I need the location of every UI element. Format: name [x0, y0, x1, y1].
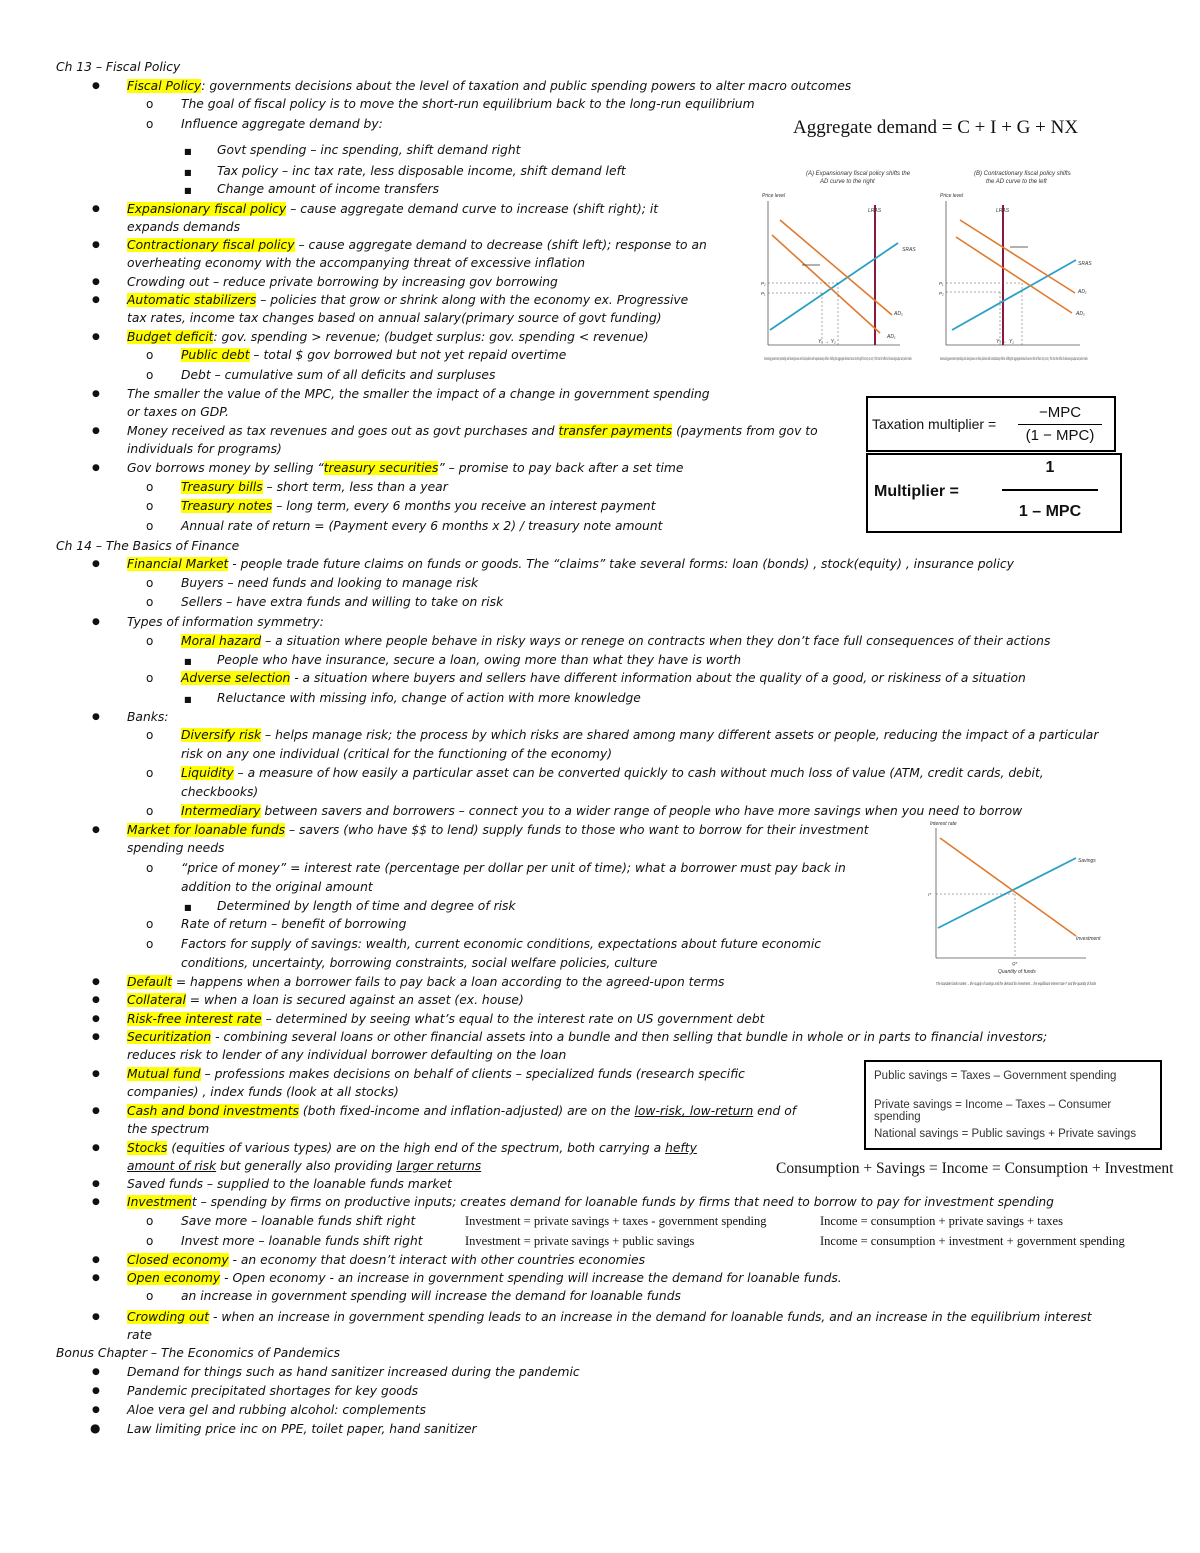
bullet-circle: o: [146, 97, 154, 111]
price-of-money-item: “price of money” = interest rate (percentage per dollar per unit of time); what a borrower must pay back in: [181, 861, 846, 875]
lf-q-label: Q*: [1012, 961, 1018, 966]
financial-market-item: Financial Market - people trade future claims on funds or goods. The “claims” take several forms: loan (bonds) , stock(equity) , insurance policy: [127, 557, 1014, 571]
save-more-item: Save more – loanable funds shift right: [181, 1214, 416, 1228]
bullet-circle: o: [146, 1289, 154, 1303]
panel-a-lras-label: LRAS: [868, 208, 882, 214]
bullet: ●: [92, 1014, 100, 1024]
ad-equation: Aggregate demand = C + I + G + NX: [793, 117, 1079, 138]
bullet-circle: o: [146, 1234, 154, 1248]
liquidity-cont: checkbooks): [181, 785, 259, 799]
panel-b-ad2: [956, 237, 1072, 313]
lf-r-label: r*: [928, 892, 932, 897]
panel-a-ylabel: Price level: [762, 193, 786, 199]
bullet: ●: [92, 204, 100, 214]
lf-ylabel: Interest rate: [930, 821, 957, 827]
bullet: ●: [92, 389, 100, 399]
panel-b-ylabel: Price level: [940, 193, 964, 199]
bullet: ●: [92, 1106, 100, 1116]
savings-box: [864, 1060, 1162, 1150]
mult-numerator: 1: [1045, 459, 1055, 476]
expansionary-item: Expansionary fiscal policy – cause aggregate demand curve to increase (shift right); it: [127, 202, 659, 216]
panel-a-caption: Increasing government spending and lowering taxes are fiscal policies with expansionary effects, shifting the aggregate demand curve to the right from AD₁ to AD₂. This has the effect of increasing output and price levels.: [764, 356, 912, 361]
bullet-circle: o: [146, 576, 154, 590]
bullet-circle: o: [146, 728, 154, 742]
multiplier-box: [866, 453, 1122, 533]
ch14-title: Ch 14 – The Basics of Finance: [56, 539, 240, 553]
investment-eq-2: Investment = private savings + public savings: [465, 1234, 695, 1248]
money-received-cont: individuals for programs): [127, 442, 282, 456]
panel-b-ad1: [960, 220, 1075, 293]
bullet-circle: o: [146, 861, 154, 875]
mult-label: Multiplier =: [874, 483, 959, 500]
bullet: ●: [92, 825, 100, 835]
bullet: ●: [92, 712, 100, 722]
collateral-item: Collateral = when a loan is secured against an asset (ex. house): [127, 993, 524, 1007]
panel-a-p2-label: P₂: [761, 281, 766, 286]
money-received-item: Money received as tax revenues and goes out as govt purchases and transfer payments (payments from gov to: [127, 424, 818, 438]
fiscal-goal: The goal of fiscal policy is to move the short-run equilibrium back to the long-run equilibrium: [181, 97, 755, 111]
bullet-circle: o: [146, 519, 154, 533]
bullet: ●: [92, 463, 100, 473]
diversify-risk-cont: risk on any one individual (critical for the functioning of the economy): [181, 747, 613, 761]
investment-eq-1: Investment = private savings + taxes - government spending: [465, 1214, 767, 1228]
panel-b-title: (B) Contractionary fiscal policy shifts: [974, 171, 1071, 177]
panel-a-xlabel: Y₁ → Y₂: [818, 339, 836, 345]
private-savings-eq: Private savings = Income – Taxes – Consumer spending: [874, 1099, 1112, 1123]
moral-hazard-item: Moral hazard – a situation where people behave in risky ways or renege on contracts when they don’t face full consequences of their actions: [181, 634, 1051, 648]
bullet: ●: [92, 295, 100, 305]
public-savings-eq: Public savings = Taxes – Government spending: [874, 1070, 1117, 1082]
bullet-circle: o: [146, 917, 154, 931]
bullet-circle: o: [146, 480, 154, 494]
factors-cont: conditions, uncertainty, borrowing constraints, social welfare policies, culture: [181, 956, 658, 970]
lf-investment-label: Investment: [1076, 936, 1101, 942]
national-savings-eq: National savings = Public savings + Private savings: [874, 1128, 1137, 1140]
bonus-title: Bonus Chapter – The Economics of Pandemics: [56, 1346, 341, 1360]
adverse-selection-sub: Reluctance with missing info, change of action with more knowledge: [217, 691, 641, 705]
debt-item: Debt – cumulative sum of all deficits and surpluses: [181, 368, 496, 382]
lf-savings-curve: [938, 858, 1076, 928]
bullet: ●: [92, 995, 100, 1005]
panel-a-subtitle: AD curve to the right: [820, 179, 875, 185]
adverse-selection-item: Adverse selection - a situation where buyers and sellers have different information about the quality of a good, or riskiness of a situation: [181, 671, 1026, 685]
price-of-money-cont: addition to the original amount: [181, 880, 373, 894]
loanable-funds-cont: spending needs: [127, 841, 225, 855]
bullet: ●: [92, 1255, 100, 1265]
bullet: ●: [92, 1405, 100, 1415]
influence-ad: Influence aggregate demand by:: [181, 117, 383, 131]
bullet: ●: [92, 426, 100, 436]
treasury-bills-item: Treasury bills – short term, less than a year: [181, 480, 448, 494]
tax-mult-denominator: (1 − MPC): [1025, 427, 1095, 444]
bullet-circle: o: [146, 499, 154, 513]
bonus-item: Aloe vera gel and rubbing alcohol: complements: [127, 1403, 426, 1417]
contractionary-item: Contractionary fiscal policy – cause aggregate demand to decrease (shift left); response to an: [127, 238, 707, 252]
mutual-fund-item: Mutual fund – professions makes decisions on behalf of clients – specialized funds (research specific: [127, 1067, 745, 1081]
open-economy-sub: an increase in government spending will increase the demand for loanable funds: [181, 1289, 681, 1303]
stocks-cont: amount of risk but generally also providing larger returns: [127, 1159, 482, 1173]
panel-b-xlabel: Y₂ ← Y₁: [996, 339, 1014, 345]
crowding-out-14: Crowding out - when an increase in government spending leads to an increase in the demand for loanable funds, and an increase in the equilibrium interest: [127, 1310, 1092, 1324]
factors-item: Factors for supply of savings: wealth, current economic conditions, expectations about future economic: [181, 937, 822, 951]
budget-deficit-item: Budget deficit: gov. spending > revenue; (budget surplus: gov. spending < revenue): [127, 330, 649, 344]
bullet: ●: [92, 240, 100, 250]
panel-b-ad1-label: AD₁: [1078, 289, 1087, 295]
crowding-out-13: Crowding out – reduce private borrowing by increasing gov borrowing: [127, 275, 558, 289]
mpc-cont: or taxes on GDP.: [127, 405, 229, 419]
panel-b-sras-label: SRAS: [1078, 261, 1092, 267]
mutual-fund-cont: companies) , index funds (look at all stocks): [127, 1085, 399, 1099]
gov-borrows-item: Gov borrows money by selling “treasury securities” – promise to pay back after a set time: [127, 461, 684, 475]
bullet-square: ■: [184, 186, 192, 195]
fiscal-policy-diagrams: [760, 165, 1100, 390]
tax-mult-numerator: −MPC: [1038, 404, 1082, 421]
taxation-multiplier-box: [866, 396, 1116, 452]
bullet: ●: [92, 1032, 100, 1042]
lf-xlabel: Quantity of funds: [998, 969, 1036, 975]
bullet-circle: o: [146, 595, 154, 609]
loanable-funds-item: Market for loanable funds – savers (who have $$ to lend) supply funds to those who want to borrow for their investment: [127, 823, 869, 837]
moral-hazard-sub: People who have insurance, secure a loan, owing more than what they have is worth: [217, 653, 742, 667]
closed-economy-item: Closed economy - an economy that doesn’t interact with other countries economies: [127, 1253, 646, 1267]
ch13-title: Ch 13 – Fiscal Policy: [56, 60, 181, 74]
loanable-funds-diagram: [926, 818, 1106, 1023]
bullet: ●: [92, 332, 100, 342]
income-transfers: Change amount of income transfers: [217, 182, 440, 196]
sellers-item: Sellers – have extra funds and willing to take on risk: [181, 595, 504, 609]
bullet: ●: [92, 81, 100, 91]
tax-mult-label: Taxation multiplier =: [872, 416, 997, 432]
bullet-square: ■: [184, 168, 192, 177]
bullet-square: ■: [184, 695, 192, 704]
bullet: ●: [92, 1069, 100, 1079]
diversify-risk-item: Diversify risk – helps manage risk; the process by which risks are shared among many different assets or people, reducing the impact of a particular: [181, 728, 1099, 742]
mpc-item: The smaller the value of the MPC, the smaller the impact of a change in government spending: [127, 387, 710, 401]
rate-of-return-item: Rate of return – benefit of borrowing: [181, 917, 407, 931]
bullet: ●: [92, 1143, 100, 1153]
cash-bond-item: Cash and bond investments (both fixed-income and inflation-adjusted) are on the low-risk, low-return end of: [127, 1104, 797, 1118]
panel-a-ad1-label: AD₁: [887, 334, 896, 340]
bullet-circle: o: [146, 937, 154, 951]
panel-b-subtitle: the AD curve to the left: [986, 179, 1047, 185]
determined-item: Determined by length of time and degree of risk: [217, 899, 516, 913]
panel-a-p1-label: P₁: [761, 291, 766, 296]
stocks-item: Stocks (equities of various types) are on the high end of the spectrum, both carrying a hefty: [127, 1141, 697, 1155]
bullet: ●: [92, 1179, 100, 1189]
bullet: ●: [92, 1273, 100, 1283]
income-eq-2: Income = consumption + investment + government spending: [820, 1234, 1125, 1248]
bullet: ●: [92, 977, 100, 987]
lf-investment-curve: [940, 838, 1076, 936]
bullet: ●: [92, 1386, 100, 1396]
bullet-square: ■: [184, 147, 192, 156]
tax-mult-fraction-bar: [1018, 424, 1102, 425]
panel-b-ad2-label: AD₂: [1076, 311, 1085, 317]
bullet: ●: [92, 617, 100, 627]
types-info-item: Types of information symmetry:: [127, 615, 324, 629]
auto-stabilizers-item: Automatic stabilizers – policies that grow or shrink along with the economy ex. Progressive: [127, 293, 689, 307]
securitization-cont: reduces risk to lender of any individual borrower defaulting on the loan: [127, 1048, 567, 1062]
bullet-square: ■: [184, 657, 192, 666]
annual-rate-item: Annual rate of return = (Payment every 6 months x 2) / treasury note amount: [181, 519, 663, 533]
bullet-circle: o: [146, 634, 154, 648]
panel-a-sras: [770, 243, 898, 330]
risk-free-item: Risk-free interest rate – determined by seeing what’s equal to the interest rate on US government debt: [127, 1012, 765, 1026]
intermediary-item: Intermediary between savers and borrowers – connect you to a wider range of people who have more savings when you need to borrow: [181, 804, 1023, 818]
panel-b-p1-label: P₁: [939, 281, 944, 286]
panel-a-sras-label: SRAS: [902, 247, 916, 253]
income-eq-1: Income = consumption + private savings + taxes: [820, 1214, 1063, 1228]
govt-spending: Govt spending – inc spending, shift demand right: [217, 143, 521, 157]
default-item: Default = happens when a borrower fails to pay back a loan according to the agreed-upon terms: [127, 975, 725, 989]
bullet-circle: o: [146, 348, 154, 362]
bullet: ●: [92, 1197, 100, 1207]
bullet-circle: o: [146, 368, 154, 382]
expansionary-cont: expands demands: [127, 220, 240, 234]
bullet: ●: [92, 1367, 100, 1377]
crowding-out-cont: rate: [127, 1328, 152, 1342]
bullet-circle: o: [146, 766, 154, 780]
panel-b-p2-label: P₂: [939, 291, 944, 296]
treasury-notes-item: Treasury notes – long term, every 6 months you receive an interest payment: [181, 499, 656, 513]
banks-item: Banks:: [127, 710, 169, 724]
open-economy-item: Open economy - Open economy - an increase in government spending will increase the demand for loanable funds.: [127, 1271, 842, 1285]
invest-more-item: Invest more – loanable funds shift right: [181, 1234, 423, 1248]
bullet-square: ■: [184, 903, 192, 912]
bullet-circle: o: [146, 804, 154, 818]
mult-fraction-bar: [1002, 489, 1098, 491]
bonus-item: Law limiting price inc on PPE, toilet paper, hand sanitizer: [127, 1422, 477, 1436]
bullet: ●: [92, 277, 100, 287]
mult-denominator: 1 – MPC: [1018, 503, 1082, 520]
bullet: ●: [92, 559, 100, 569]
public-debt-item: Public debt – total $ gov borrowed but not yet repaid overtime: [181, 348, 567, 362]
panel-a-ad2-label: AD₂: [894, 311, 903, 317]
investment-item: Investment – spending by firms on productive inputs; creates demand for loanable funds by firms that need to borrow to pay for investment spending: [127, 1195, 1054, 1209]
bullet: ●: [92, 1312, 100, 1322]
contractionary-cont: overheating economy with the accompanying threat of excessive inflation: [127, 256, 586, 270]
bonus-item: Demand for things such as hand sanitizer increased during the pandemic: [127, 1365, 580, 1379]
saved-funds-item: Saved funds – supplied to the loanable funds market: [127, 1177, 452, 1191]
buyers-item: Buyers – need funds and looking to manage risk: [181, 576, 479, 590]
bullet-circle: o: [146, 117, 154, 131]
bullet: ●: [90, 1421, 101, 1435]
bullet-circle: o: [146, 671, 154, 685]
bonus-item: Pandemic precipitated shortages for key goods: [127, 1384, 419, 1398]
fiscal-policy-item: Fiscal Policy: governments decisions about the level of taxation and public spending powers to alter macro outcomes: [127, 79, 852, 93]
bullet-circle: o: [146, 1214, 154, 1228]
consumption-equation: Consumption + Savings = Income = Consumption + Investment: [776, 1160, 1174, 1177]
panel-a-title: (A) Expansionary fiscal policy shifts the: [806, 171, 911, 177]
securitization-item: Securitization - combining several loans or other financial assets into a bundle and then selling that bundle in whole or in parts to financial investors;: [127, 1030, 1048, 1044]
panel-b-caption: Decreasing government spending and raising taxes are fiscal policies with contractionary effects, shifting the aggregate demand curve to the left from AD₁ to AD₂. This has the effect of decreasing output and price levels.: [940, 356, 1088, 361]
cash-bond-cont: the spectrum: [127, 1122, 210, 1136]
panel-b-sras: [952, 260, 1076, 330]
tax-policy: Tax policy – inc tax rate, less disposable income, shift demand left: [217, 164, 626, 178]
lf-savings-label: Savings: [1078, 858, 1096, 864]
auto-stabilizers-cont: tax rates, income tax changes based on annual salary(primary source of govt funding): [127, 311, 662, 325]
panel-b-lras-label: LRAS: [996, 208, 1010, 214]
liquidity-item: Liquidity – a measure of how easily a particular asset can be converted quickly to cash without much loss of value (ATM, credit cards, debit,: [181, 766, 1044, 780]
lf-caption: The loanable funds market ... the supply of savings and the demand for investment ... the equilibrium interest rate r* and the quantity of funds: [936, 981, 1097, 986]
